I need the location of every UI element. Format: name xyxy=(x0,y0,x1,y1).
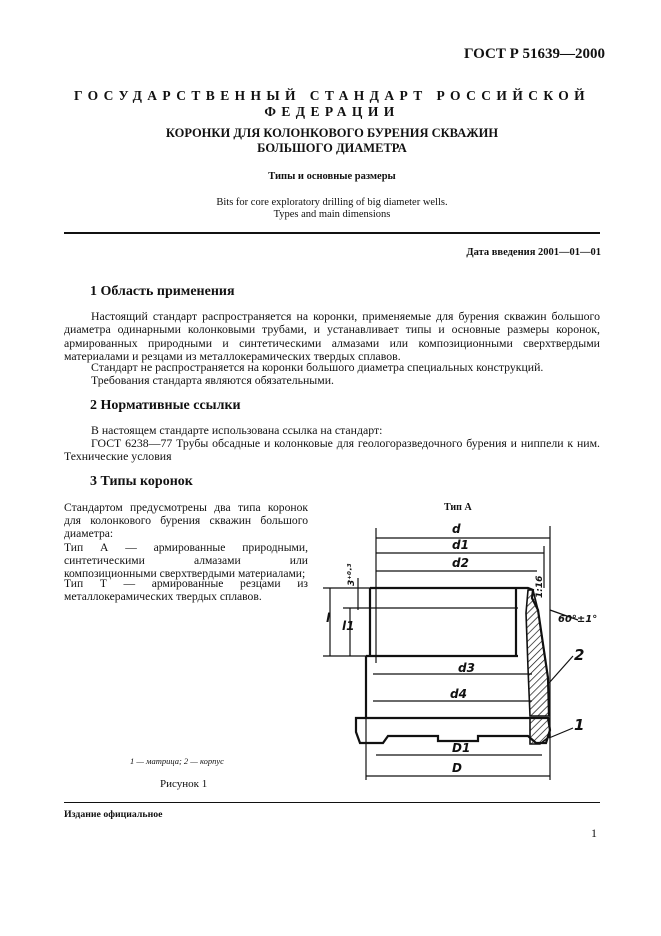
label-d1: d1 xyxy=(452,538,469,552)
state-standard-title: ГОСУДАРСТВЕННЫЙ СТАНДАРТ РОССИЙСКОЙ ФЕДЕРАЦИИ xyxy=(73,88,591,119)
label-angle: 60°±1° xyxy=(558,614,598,625)
section-1-paragraph-3 xyxy=(64,374,600,387)
bit-outline xyxy=(356,588,550,743)
page-number: 1 xyxy=(591,826,597,840)
label-D: D xyxy=(452,761,462,775)
label-d2: d2 xyxy=(452,556,469,570)
english-title-line-1: Bits for core exploratory drilling of big diameter wells. xyxy=(216,197,448,208)
core-bit-drawing xyxy=(318,518,608,790)
introduction-date: Дата введения 2001—01—01 xyxy=(466,247,601,258)
section-2-paragraph-1-text: В настоящем стандарте использована ссылка на стандарт: xyxy=(91,423,383,437)
figure-caption: Рисунок 1 xyxy=(160,778,208,790)
label-d3: d3 xyxy=(458,661,475,675)
section-1-paragraph-3-text: Требования стандарта являются обязательными. xyxy=(91,373,334,387)
section-1-paragraph-1-text: Настоящий стандарт распространяется на коронки, применяемые для бурения скважин большого диаметра одинарными колонковыми трубами, и устанавливает типы и основные размеры коронок, армированных природными и синтетическими алмазами или композиционными сверхтвердыми материалами и резцами из металлокерамических твердых сплавов. xyxy=(64,309,600,364)
header-divider xyxy=(64,232,600,234)
label-position-2: 2 xyxy=(574,646,585,664)
label-taper: 1:16 xyxy=(535,575,545,598)
section-1-heading: 1 Область применения xyxy=(90,284,235,299)
section-2-paragraph-2-text: ГОСТ 6238—77 Трубы обсадные и колонковые для геологоразведочного бурения и ниппели к ним. Технические условия xyxy=(64,436,600,464)
label-D1: D1 xyxy=(452,741,471,755)
label-d4: d4 xyxy=(450,687,467,701)
section-3-paragraph-1 xyxy=(64,501,308,541)
label-d: d xyxy=(452,522,461,536)
section-3-paragraph-2 xyxy=(64,541,308,581)
document-title xyxy=(64,126,600,156)
section-2-heading: 2 Нормативные ссылки xyxy=(90,398,241,413)
document-title-line-1: КОРОНКИ ДЛЯ КОЛОНКОВОГО БУРЕНИЯ СКВАЖИН xyxy=(165,126,499,140)
label-l: l xyxy=(326,611,331,625)
label-tolerance: 3⁺⁰·³ xyxy=(347,563,357,586)
label-position-1: 1 xyxy=(574,716,585,734)
section-1-paragraph-1 xyxy=(64,310,600,364)
section-2-paragraph-2 xyxy=(64,437,600,464)
section-3-paragraph-3 xyxy=(64,577,308,603)
document-title-line-2: БОЛЬШОГО ДИАМЕТРА xyxy=(257,141,407,155)
figure-legend: 1 — матрица; 2 — корпус xyxy=(130,756,224,766)
official-edition-note: Издание официальное xyxy=(64,809,163,820)
figure-type-title: Тип А xyxy=(444,502,472,513)
section-3-heading: 3 Типы коронок xyxy=(90,474,193,489)
english-title-line-2: Types and main dimensions xyxy=(273,209,391,220)
standard-code: ГОСТ Р 51639—2000 xyxy=(463,46,605,62)
section-3-paragraph-3-text: Тип Т — армированные резцами из металлокерамических твердых сплавов. xyxy=(64,577,308,604)
section-1-paragraph-2-text: Стандарт не распространяется на коронки большого диаметра специальных конструкций. xyxy=(91,360,544,374)
bit-body-section xyxy=(526,590,549,716)
footer-divider xyxy=(64,802,600,803)
section-3-paragraph-1-text: Стандартом предусмотрены два типа коронок для колонкового бурения скважин большого диаметра: xyxy=(64,501,308,541)
english-title xyxy=(64,197,600,221)
section-3-paragraph-2-text: Тип А — армированные природными, синтетическими алмазами или композиционными сверхтвердыми материалами; xyxy=(64,541,308,581)
label-l1: l1 xyxy=(342,619,355,633)
document-subtitle: Типы и основные размеры xyxy=(268,171,396,182)
